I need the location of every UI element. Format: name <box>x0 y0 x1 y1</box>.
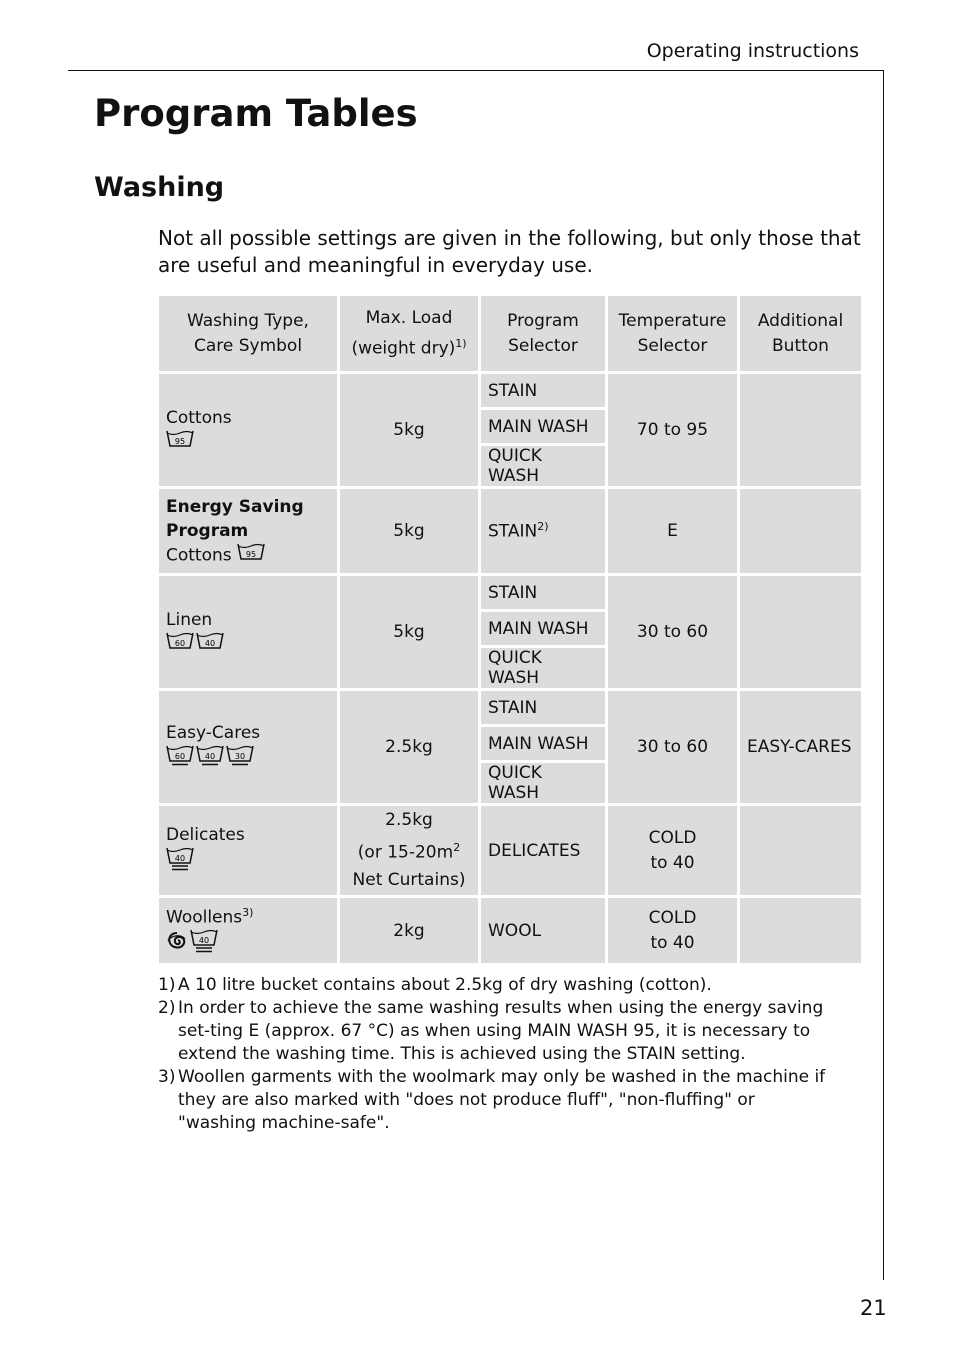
delicates-button-cell <box>740 806 861 895</box>
woollens-type-cell: Woollens$^{3)}$ 40 <box>159 898 337 963</box>
table-row-linen <box>159 576 861 609</box>
easycares-load-cell: 2.5kg <box>340 691 478 803</box>
section-title: Washing <box>94 172 225 203</box>
footnote-number: 2) <box>158 998 176 1018</box>
easycares-program-main-wash: MAIN WASH <box>481 727 605 760</box>
cottons-button-cell <box>740 374 861 486</box>
svg-text:60: 60 <box>174 751 186 761</box>
svg-text:95: 95 <box>245 549 257 559</box>
header-temperature-selector: Temperature Selector <box>608 296 737 371</box>
program-table <box>156 293 864 966</box>
footnote <box>158 974 838 997</box>
wash-tub-95-icon <box>237 543 265 568</box>
linen-type-cell: Linen 60 40 <box>159 576 337 688</box>
energy-program-cell: STAIN$^{2)}$ <box>481 489 605 573</box>
easycares-program-quick-wash: QUICK WASH <box>481 763 605 803</box>
running-header: Operating instructions <box>646 40 859 62</box>
energy-load-cell: 5kg <box>340 489 478 573</box>
footnotes <box>158 974 838 1135</box>
page-number: 21 <box>860 1296 887 1320</box>
page-title: Program Tables <box>94 92 418 135</box>
footnote-number: 1) <box>158 975 176 995</box>
intro-paragraph: Not all possible settings are given in the following, but only those that are useful and meaningful in everyday use. <box>158 226 861 277</box>
cottons-program-main-wash: MAIN WASH <box>481 410 605 443</box>
header-max-load: Max. Load (weight dry)$^{1)}$ <box>340 296 478 371</box>
header-program-selector: Program Selector <box>481 296 605 371</box>
table-row-cottons <box>159 374 861 407</box>
woolmark-icon <box>166 931 188 958</box>
svg-text:40: 40 <box>174 854 186 863</box>
cottons-type-cell: Cottons 95 <box>159 374 337 486</box>
easycares-button-cell: EASY-CARES <box>740 691 861 803</box>
header-washing-type: Washing Type, Care Symbol <box>159 296 337 371</box>
cottons-temperature-cell: 70 to 95 <box>608 374 737 486</box>
footnote <box>158 997 838 1066</box>
energy-button-cell <box>740 489 861 573</box>
wash-tub-40-very-gentle-icon <box>190 929 218 960</box>
delicates-temperature-cell: COLD to 40 <box>608 806 737 895</box>
svg-text:40: 40 <box>198 936 210 946</box>
wash-tub-60-icon <box>166 632 194 657</box>
footnote <box>158 1066 838 1135</box>
cottons-program-quick-wash: QUICK WASH <box>481 446 605 486</box>
easycares-type-cell: Easy-Cares 60 40 30 <box>159 691 337 803</box>
linen-button-cell <box>740 576 861 688</box>
footnote-text: A 10 litre bucket contains about 2.5kg of dry washing (cotton). <box>178 975 712 995</box>
woollens-temperature-cell: COLD to 40 <box>608 898 737 963</box>
svg-text:40: 40 <box>204 751 216 761</box>
easycares-temperature-cell: 30 to 60 <box>608 691 737 803</box>
wash-tub-40-very-gentle-icon <box>166 847 194 878</box>
linen-program-stain: STAIN <box>481 576 605 609</box>
wash-tub-40-gentle-icon <box>196 745 224 774</box>
table-row-easy-cares <box>159 691 861 724</box>
wash-tub-60-gentle-icon <box>166 745 194 774</box>
svg-text:60: 60 <box>174 638 186 648</box>
footnote-text: In order to achieve the same washing results when using the energy saving set-ting E (approx. 67 °C) as when using MAIN WASH 95, it is necessary to extend the washing time. This is achieved using the STAIN setting. <box>178 998 824 1064</box>
delicates-load-cell: 2.5kg (or $15-20m^2$ Net Curtains) <box>340 806 478 895</box>
svg-text:40: 40 <box>204 638 216 648</box>
delicates-type-cell: Delicates 40 <box>159 806 337 895</box>
svg-text:30: 30 <box>234 751 246 761</box>
linen-temperature-cell: 30 to 60 <box>608 576 737 688</box>
linen-program-quick-wash: QUICK WASH <box>481 648 605 688</box>
wash-tub-40-icon <box>196 632 224 657</box>
easycares-program-stain: STAIN <box>481 691 605 724</box>
linen-load-cell: 5kg <box>340 576 478 688</box>
footnote-number: 3) <box>158 1067 176 1087</box>
footnote-text: Woollen garments with the woolmark may only be washed in the machine if they are also marked with "does not produce fluff", "non-fluffing" or "washing machine-safe". <box>178 1067 826 1133</box>
energy-type-cell: Energy Saving Program Cottons 95 <box>159 489 337 573</box>
header-rule <box>68 70 884 71</box>
delicates-program-cell: DELICATES <box>481 806 605 895</box>
side-rule <box>883 70 884 1280</box>
wash-tub-30-gentle-icon <box>226 745 254 774</box>
woollens-program-cell: WOOL <box>481 898 605 963</box>
table-header-row <box>159 296 861 371</box>
wash-tub-95-icon <box>166 430 194 455</box>
table-row-delicates <box>159 806 861 895</box>
table-row-woollens <box>159 898 861 963</box>
linen-program-main-wash: MAIN WASH <box>481 612 605 645</box>
table-row-energy-saving <box>159 489 861 573</box>
cottons-load-cell: 5kg <box>340 374 478 486</box>
header-additional-button: Additional Button <box>740 296 861 371</box>
energy-temperature-cell: E <box>608 489 737 573</box>
svg-text:95: 95 <box>174 436 186 446</box>
woollens-button-cell <box>740 898 861 963</box>
woollens-load-cell: 2kg <box>340 898 478 963</box>
cottons-program-stain: STAIN <box>481 374 605 407</box>
